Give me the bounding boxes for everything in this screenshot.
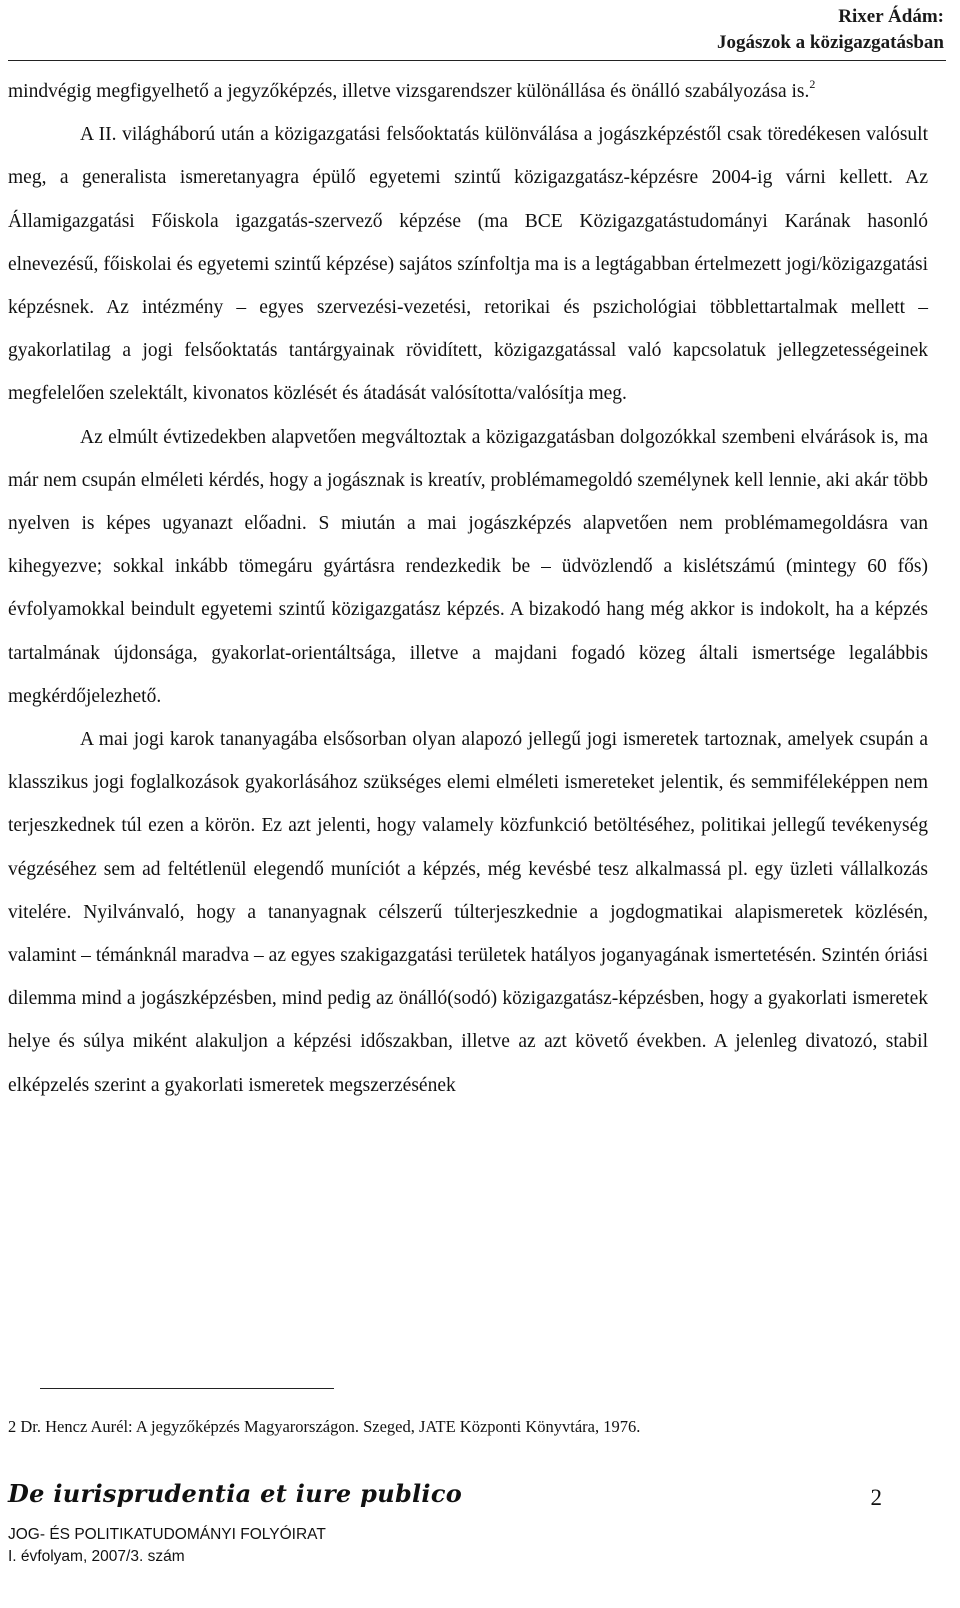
header-title: Jogászok a közigazgatásban <box>717 32 944 53</box>
journal-name: JOG- ÉS POLITIKATUDOMÁNYI FOLYÓIRAT <box>8 1526 326 1543</box>
header-divider <box>8 60 946 61</box>
footnote-reference[interactable]: 2 <box>809 76 816 91</box>
header-author: Rixer Ádám: <box>838 6 944 27</box>
footnote: 2 Dr. Hencz Aurél: A jegyzőképzés Magyarországon. Szeged, JATE Központi Könyvtára, 1976. <box>8 1417 641 1436</box>
footnote-divider <box>40 1388 334 1389</box>
body-text <box>8 70 928 1107</box>
paragraph-1-text: mindvégig megfigyelhető a jegyzőképzés, illetve vizsgarendszer különállása és önálló szabályozása is. <box>8 81 810 102</box>
paragraph-3: Az elmúlt évtizedekben alapvetően megváltoztak a közigazgatásban dolgozókkal szembeni elvárások is, ma már nem csupán elméleti kérdés, hogy a jogásznak is kreatív, problémamegoldó személynek kell lennie, aki akár több nyelven is képes ugyanazt előadni. S miután a mai jogászképzés alapvetően nem problémamegoldásra van kihegyezve; sokkal inkább tömegáru gyártásra rendezkedik be – üdvözlendő a kislétszámú (mintegy 60 fős) évfolyamokkal beindult egyetemi szintű közigazgatász képzés. A bizakodó hang még akkor is indokolt, ha a képzés tartalmának újdonsága, gyakorlat-orientáltsága, illetve a majdani fogadó közeg általi ismertsége legalábbis megkérdőjelezhető. <box>8 426 928 707</box>
paragraph-2: A II. világháború után a közigazgatási felsőoktatás különválása a jogászképzéstől csak töredékesen valósult meg, a generalista ismeretanyagra épülő egyetemi szintű közigazgatász-képzésre 2004-ig várni kellett. Az Államigazgatási Főiskola igazgatás-szervező képzése (ma BCE Közigazgatástudományi Karának hasonló elnevezésű, főiskolai és egyetemi szintű képzése) sajátos színfoltja ma is a legtágabban értelmezett jogi/közigazgatási képzésnek. Az intézmény – egyes szervezési-vezetési, retorikai és pszichológiai többlettartalmak mellett – gyakorlatilag a jogi felsőoktatás tantárgyainak rövidített, közigazgatással való kapcsolatuk jellegzetességeinek megfelelően szelektált, kivonatos közlését és átadását valósította/valósítja meg. <box>8 124 928 405</box>
page-number: 2 <box>870 1485 882 1510</box>
running-header <box>717 4 944 56</box>
paragraph-4: A mai jogi karok tananyagába elsősorban olyan alapozó jellegű jogi ismeretek tartoznak, amelyek csupán a klasszikus jogi foglalkozások gyakorlásához szükséges elemi elméleti ismereteket jelentik, és semmiféleképpen nem terjeszkednek túl ezen a körön. Ez azt jelenti, hogy valamely közfunkció betöltéséhez, politikai jellegű tevékenység végzéséhez sem ad feltétlenül elegendő muníciót a képzés, még kevésbé tesz alkalmassá pl. egy üzleti vállalkozás vitelére. Nyilvánvaló, hogy a tananyagnak célszerű túlterjeszkednie a jogdogmatikai alapismeretek közlésén, valamint – témánknál maradva – az egyes szakigazgatási területek hatályos joganyagának ismertetésén. Szintén óriási dilemma mind a jogászképzésben, mind pedig az önálló(sodó) közigazgatász-képzésben, hogy a gyakorlati ismeretek helye és súlya miként alakuljon a képzési időszakban, illetve az azt követő években. A jelenleg divatozó, stabil elképzelés szerint a gyakorlati ismeretek megszerzésének <box>8 729 928 1096</box>
journal-issue: I. évfolyam, 2007/3. szám <box>8 1548 185 1565</box>
paragraph-1 <box>8 70 928 113</box>
journal-brand: De iurisprudentia et iure publico <box>8 1479 463 1508</box>
